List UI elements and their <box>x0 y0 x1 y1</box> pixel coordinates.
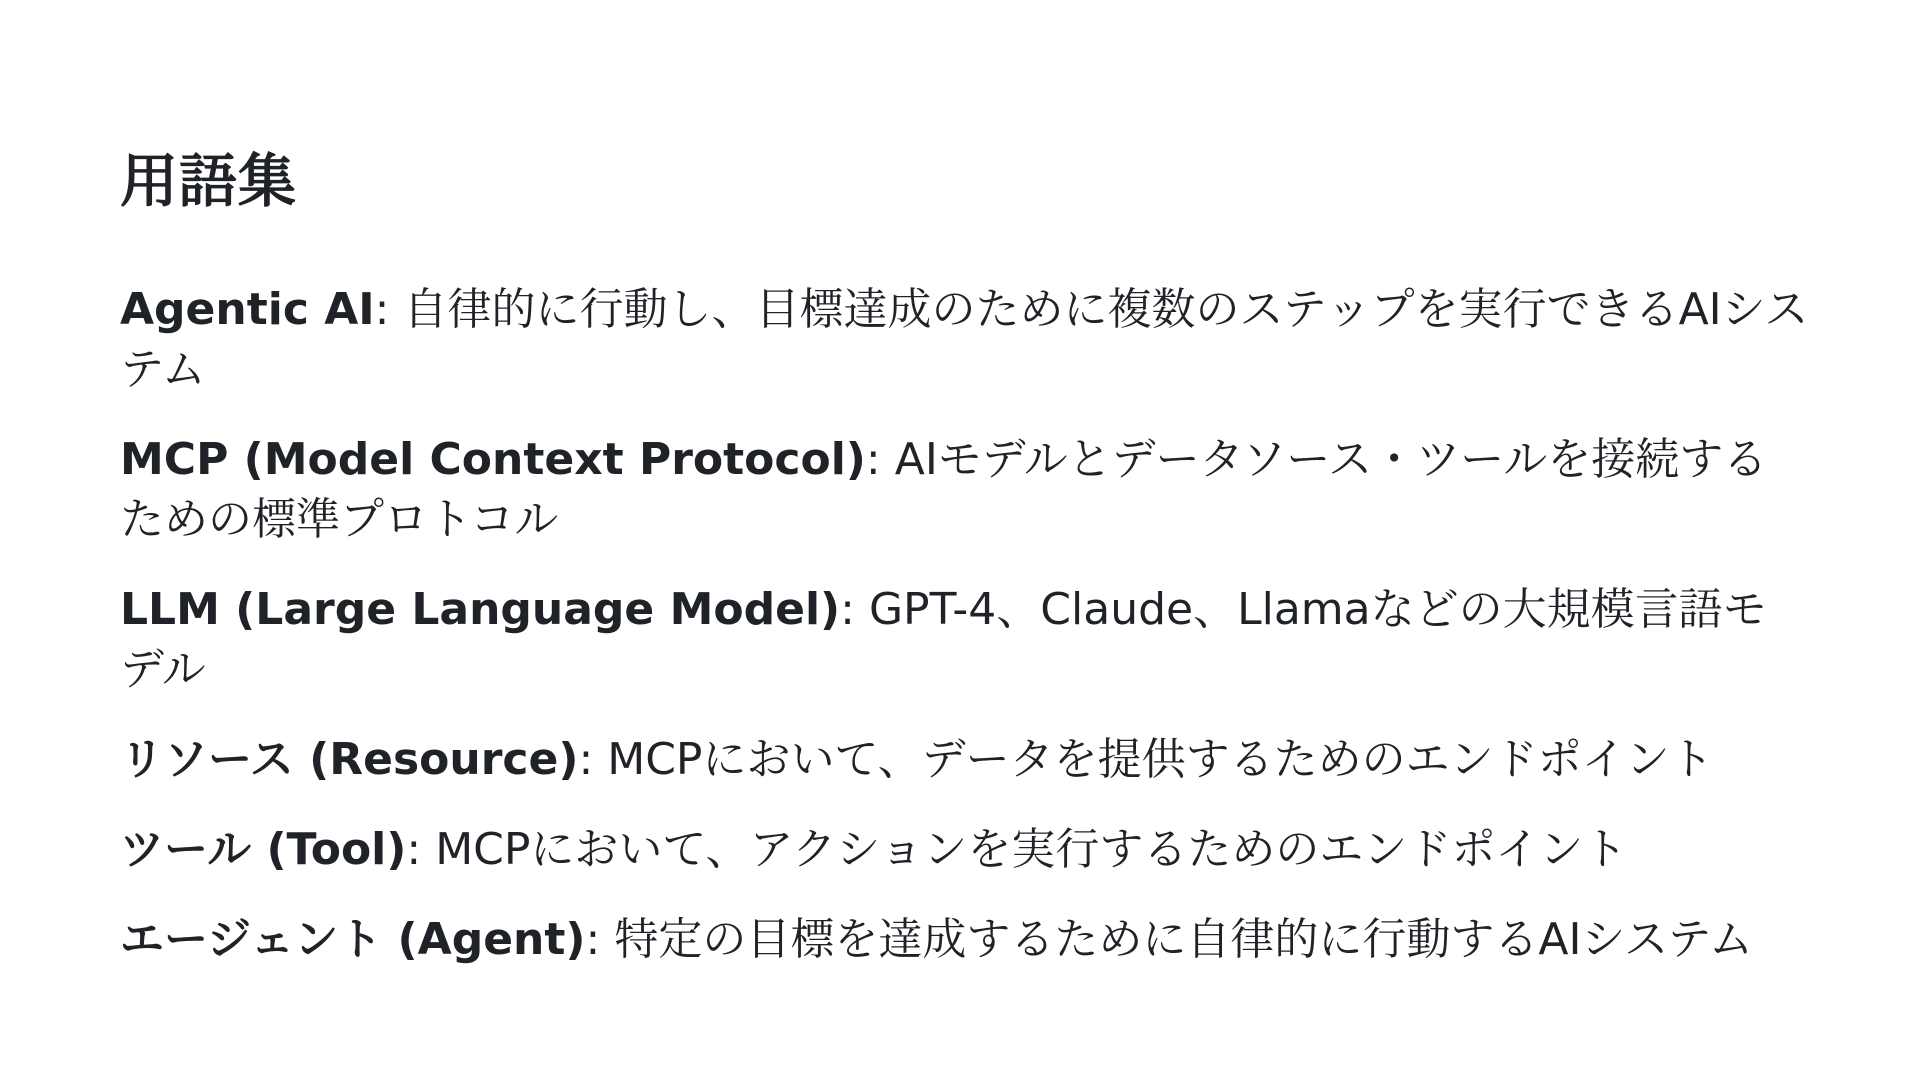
term-label: MCP (Model Context Protocol) <box>120 433 866 485</box>
term-definition: AIモデルとデータソース・ツールを接続するための標準プロトコル <box>120 433 1768 545</box>
glossary-entry-agent <box>120 910 1810 970</box>
term-label: リソース (Resource) <box>120 733 579 785</box>
term-label: Agentic AI <box>120 283 375 335</box>
term-separator: : <box>374 283 404 335</box>
term-label: LLM (Large Language Model) <box>120 583 841 635</box>
term-separator: : <box>840 583 869 635</box>
term-definition: 自律的に行動し、目標達成のために複数のステップを実行できるAIシステム <box>120 283 1809 395</box>
term-definition: MCPにおいて、データを提供するためのエンドポイント <box>607 733 1714 785</box>
glossary-entry-agentic-ai <box>120 280 1810 400</box>
glossary-entry-llm <box>120 580 1810 700</box>
term-separator: : <box>865 433 895 485</box>
term-definition: GPT-4、Claude、Llamaなどの大規模言語モデル <box>120 583 1767 695</box>
term-separator: : <box>406 823 436 875</box>
glossary-entry-tool <box>120 820 1810 880</box>
page-title: 用語集 <box>120 147 298 215</box>
term-definition: MCPにおいて、アクションを実行するためのエンドポイント <box>435 823 1628 875</box>
term-label: ツール (Tool) <box>120 823 407 875</box>
term-separator: : <box>578 733 608 785</box>
term-label: エージェント (Agent) <box>120 913 586 965</box>
term-definition: 特定の目標を達成するために自律的に行動するAIシステム <box>614 913 1754 965</box>
glossary-entry-mcp <box>120 430 1810 550</box>
term-separator: : <box>585 913 615 965</box>
glossary-entry-resource <box>120 730 1810 790</box>
